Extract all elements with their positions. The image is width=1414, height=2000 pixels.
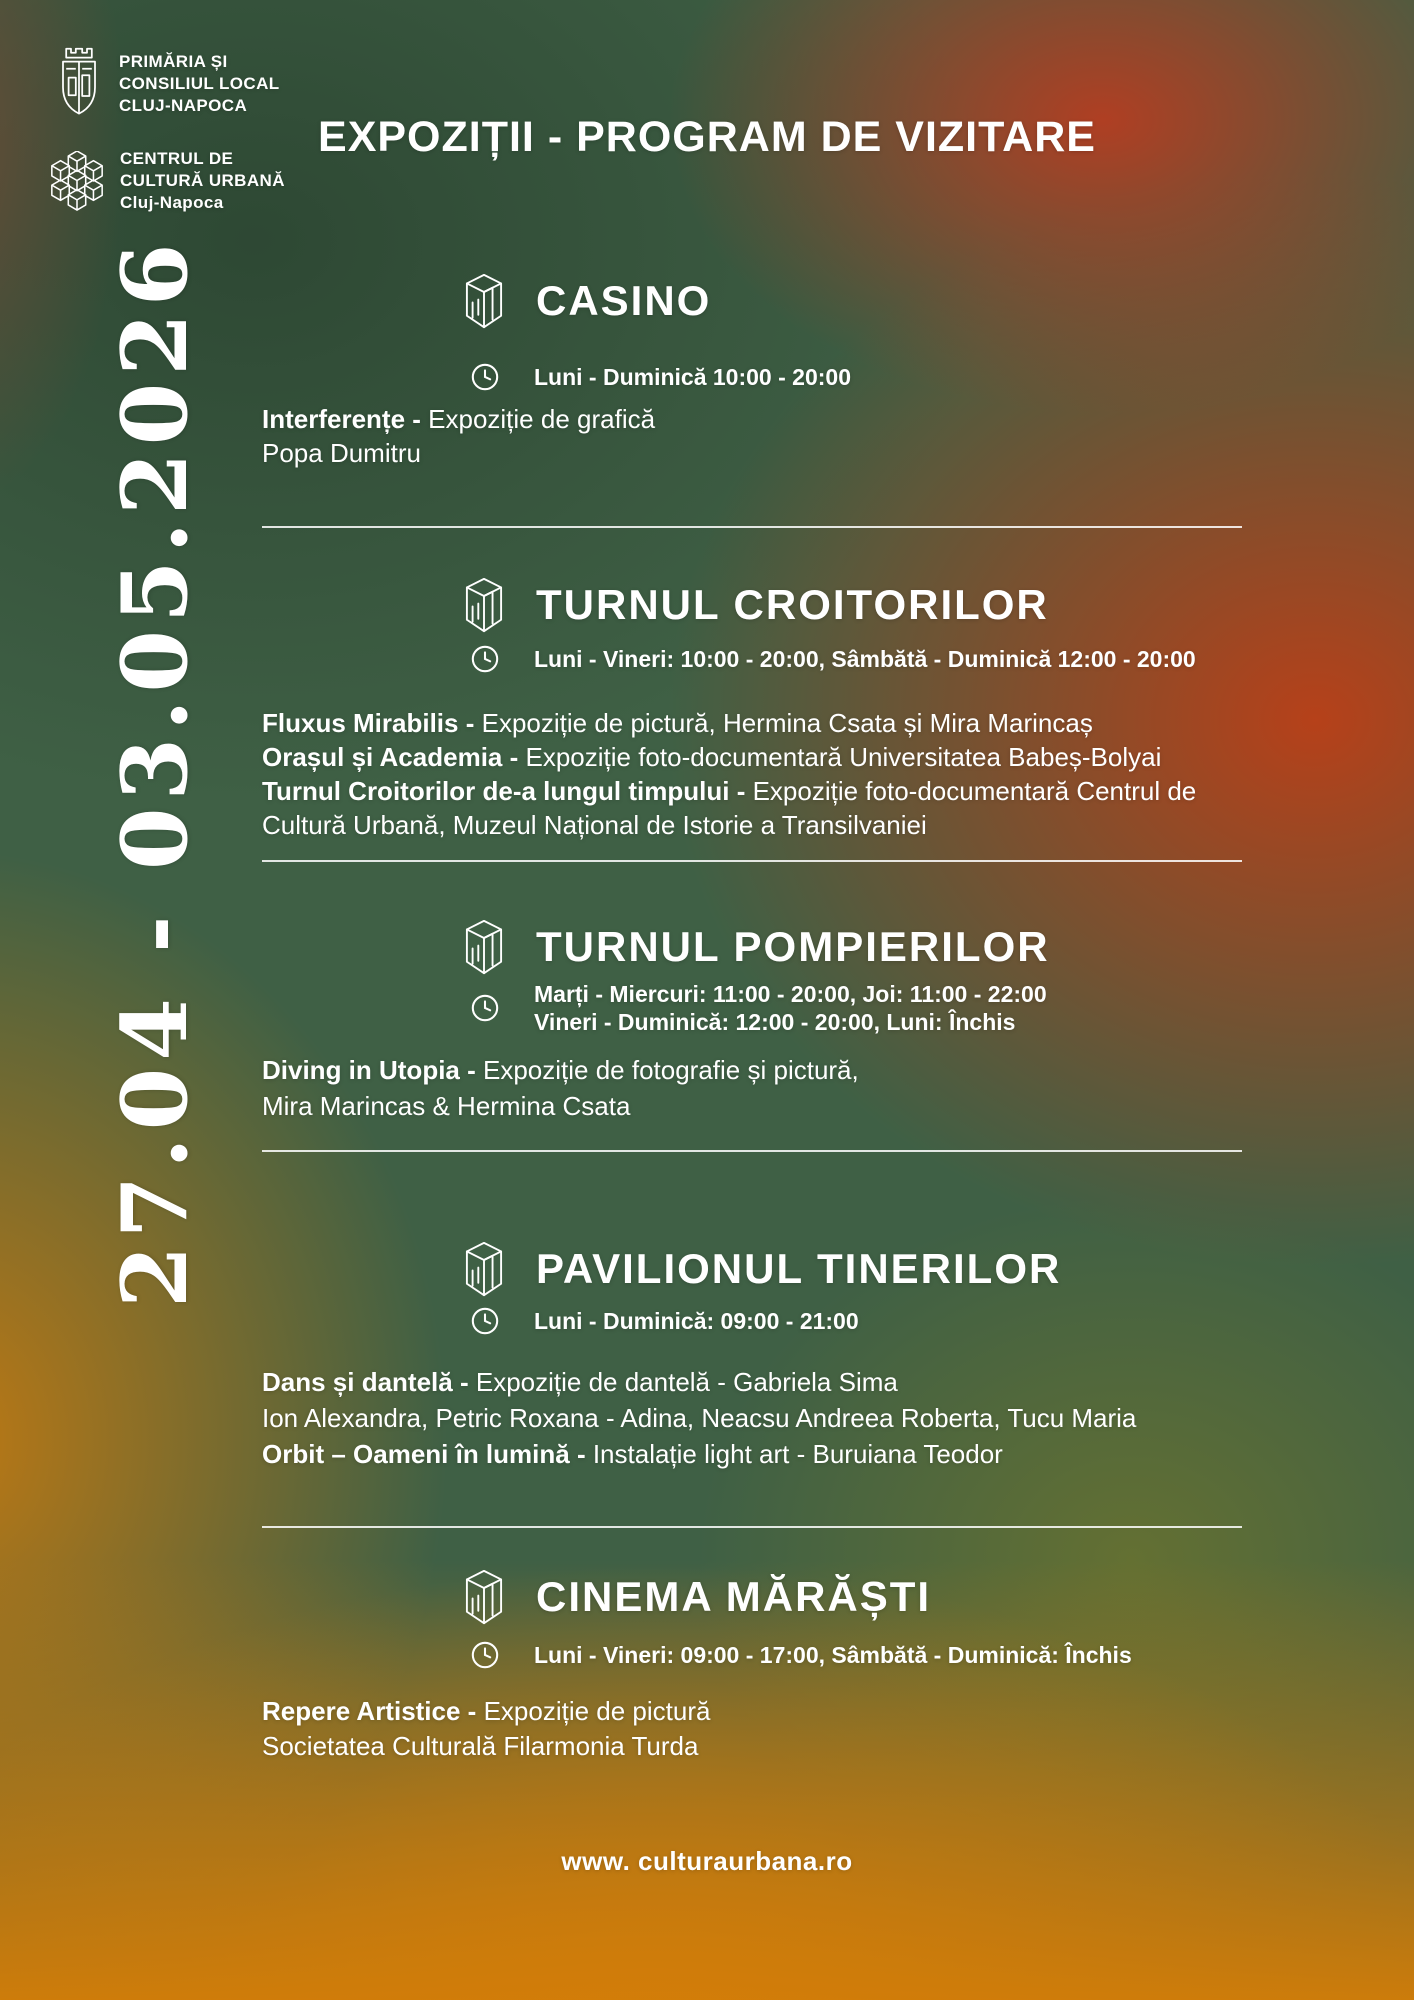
exhibition-desc: Cultură Urbană, Muzeul Național de Istorie a Transilvaniei [262,810,927,840]
exhibition-item [262,1052,1414,1088]
logo-line: PRIMĂRIA ȘI [119,52,228,71]
exhibition-name: Orașul și Academia - [262,742,519,772]
venue-title: CINEMA MĂRĂȘTI [536,1573,932,1620]
venue-title: PAVILIONUL TINERILOR [536,1245,1062,1292]
exhibition-item [262,740,1414,774]
venue-hours [0,980,1414,1036]
page-title: EXPOZIȚII - PROGRAM DE VIZITARE [318,112,1096,161]
exhibition-desc: Expoziție de pictură [476,1696,711,1726]
exhibition-item [262,1694,1414,1729]
venue-hours [0,644,1414,674]
section-divider [262,1526,1242,1528]
venue-title: TURNUL CROITORILOR [536,581,1049,628]
exhibition-item [262,402,1414,436]
exhibition-item [262,774,1414,808]
exhibition-desc: Ion Alexandra, Petric Roxana - Adina, Neacsu Andreea Roberta, Tucu Maria [262,1403,1137,1433]
venue-section-turnul-croitorilor [0,576,1414,842]
exhibition-item [262,808,1414,842]
exhibition-item [262,1436,1414,1472]
venue-header [0,918,1414,976]
exhibition-desc: Societatea Culturală Filarmonia Turda [262,1731,699,1761]
exhibition-name: Orbit – Oameni în lumină - [262,1439,586,1469]
venue-title: CASINO [536,277,712,324]
logo-line: CLUJ-NAPOCA [119,96,248,115]
venue-header [0,576,1414,634]
website-url: www. culturaurbana.ro [561,1846,853,1876]
exhibition-desc: Expoziție de dantelă - Gabriela Sima [468,1367,898,1397]
venue-section-casino [0,272,1414,470]
building-icon [462,1569,506,1626]
logo-line: Cluj-Napoca [120,193,224,212]
exhibition-list [0,1694,1414,1764]
clock-icon [470,1306,500,1336]
exhibition-item [262,1364,1414,1400]
venue-section-cinema-marasti [0,1568,1414,1764]
exhibition-item [262,706,1414,740]
venue-hours [0,362,1414,392]
venue-hours [0,1306,1414,1336]
logo-line: CULTURĂ URBANĂ [120,171,285,190]
hours-line: Luni - Vineri: 09:00 - 17:00, Sâmbătă - Duminică: Închis [534,1642,1132,1668]
exhibition-list [0,706,1414,842]
exhibition-item [262,1400,1414,1436]
exhibition-item [262,1729,1414,1764]
venue-header [0,1240,1414,1298]
date-range-vertical: 27.04 - 03.05.2026 [102,236,208,1308]
exhibition-item [262,1088,1414,1124]
venue-section-pavilionul-tinerilor [0,1240,1414,1472]
venue-title: TURNUL POMPIERILOR [536,923,1050,970]
building-icon [462,1241,506,1298]
clock-icon [470,644,500,674]
exhibition-desc: Expoziție de pictură, Hermina Csata și Mira Marincaș [474,708,1093,738]
logo-line: CONSILIUL LOCAL [119,74,280,93]
exhibition-desc: Expoziție foto-documentară Universitatea Babeș-Bolyai [518,742,1162,772]
hours-line: Luni - Vineri: 10:00 - 20:00, Sâmbătă - Duminică 12:00 - 20:00 [534,646,1196,672]
exhibition-name: Interferențe - [262,404,421,434]
exhibition-desc: Mira Marincas & Hermina Csata [262,1091,631,1121]
exhibition-desc: Expoziție de grafică [420,404,656,434]
exhibition-list [0,1052,1414,1124]
venue-header [0,272,1414,330]
section-divider [262,860,1242,862]
exhibition-name: Dans și dantelă - [262,1367,469,1397]
venue-header [0,1568,1414,1626]
building-icon [462,919,506,976]
logo-line: CENTRUL DE [120,149,234,168]
hours-line: Luni - Duminică: 09:00 - 21:00 [534,1308,859,1334]
venue-section-turnul-pompierilor [0,918,1414,1124]
venue-hours [0,1640,1414,1670]
exhibition-list [0,402,1414,470]
hours-line: Marți - Miercuri: 11:00 - 20:00, Joi: 11:00 - 22:00 [534,981,1047,1007]
exhibition-desc: Expoziție foto-documentară Centrul de [745,776,1197,806]
exhibition-name: Fluxus Mirabilis - [262,708,475,738]
building-icon [462,577,506,634]
clock-icon [470,993,500,1023]
clock-icon [470,362,500,392]
section-divider [262,1150,1242,1152]
exhibition-desc: Popa Dumitru [262,438,421,468]
exhibition-name: Diving in Utopia - [262,1055,476,1085]
exhibition-list [0,1364,1414,1472]
city-hall-logo-text [119,51,280,117]
clock-icon [470,1640,500,1670]
hours-line: Luni - Duminică 10:00 - 20:00 [534,364,851,390]
building-icon [462,273,506,330]
hours-line: Vineri - Duminică: 12:00 - 20:00, Luni: Închis [534,1009,1016,1035]
exhibition-item [262,436,1414,470]
exhibition-desc: Instalație light art - Buruiana Teodor [585,1439,1003,1469]
exhibition-desc: Expoziție de fotografie și pictură, [475,1055,859,1085]
exhibition-name: Turnul Croitorilor de-a lungul timpului - [262,776,746,806]
section-divider [262,526,1242,528]
exhibition-name: Repere Artistice - [262,1696,477,1726]
